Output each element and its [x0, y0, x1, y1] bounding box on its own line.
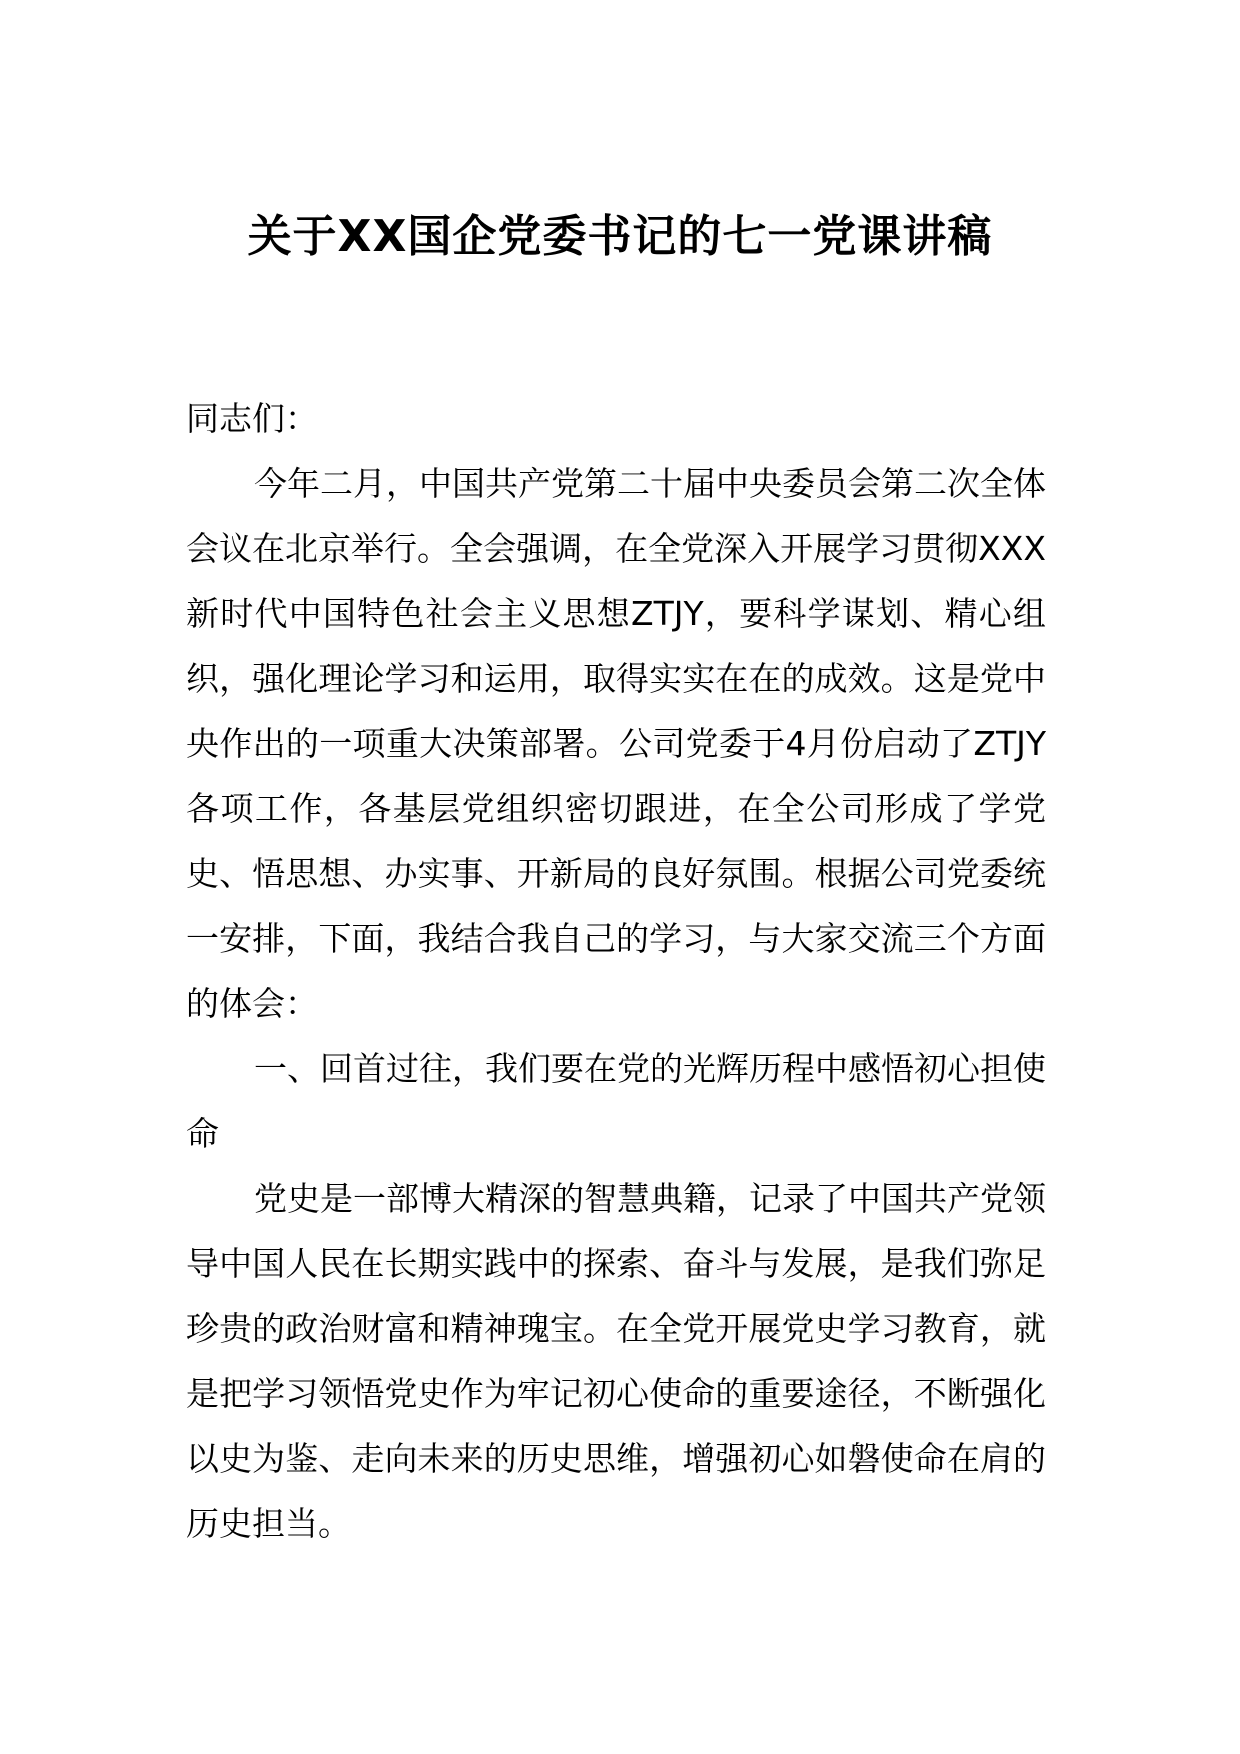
- paragraph-intro: 今年二月，中国共产党第二十届中央委员会第二次全体会议在北京举行。全会强调，在全党深入开展学习贯彻XXX新时代中国特色社会主义思想ZTJY，要科学谋划、精心组织，强化理论学习和运用，取得实实在在的成效。这是党中央作出的一项重大决策部署。公司党委于4月份启动了ZTJY各项工作，各基层党组织密切跟进，在全公司形成了学党史、悟思想、办实事、开新局的良好氛围。根据公司党委统一安排，下面，我结合我自己的学习，与大家交流三个方面的体会：: [186, 464, 1046, 1023]
- salutation: 同志们：: [186, 399, 318, 438]
- document-title: 关于XX国企党委书记的七一党课讲稿: [247, 211, 993, 262]
- section-heading-1: 一、回首过往，我们要在党的光辉历程中感悟初心担使命: [186, 1049, 1046, 1153]
- document-body: [186, 386, 1046, 1556]
- paragraph-party-history: 党史是一部博大精深的智慧典籍，记录了中国共产党领导中国人民在长期实践中的探索、奋斗与发展，是我们弥足珍贵的政治财富和精神瑰宝。在全党开展党史学习教育，就是把学习领悟党史作为牢记初心使命的重要途径，不断强化以史为鉴、走向未来的历史思维，增强初心如磐使命在肩的历史担当。: [186, 1179, 1046, 1543]
